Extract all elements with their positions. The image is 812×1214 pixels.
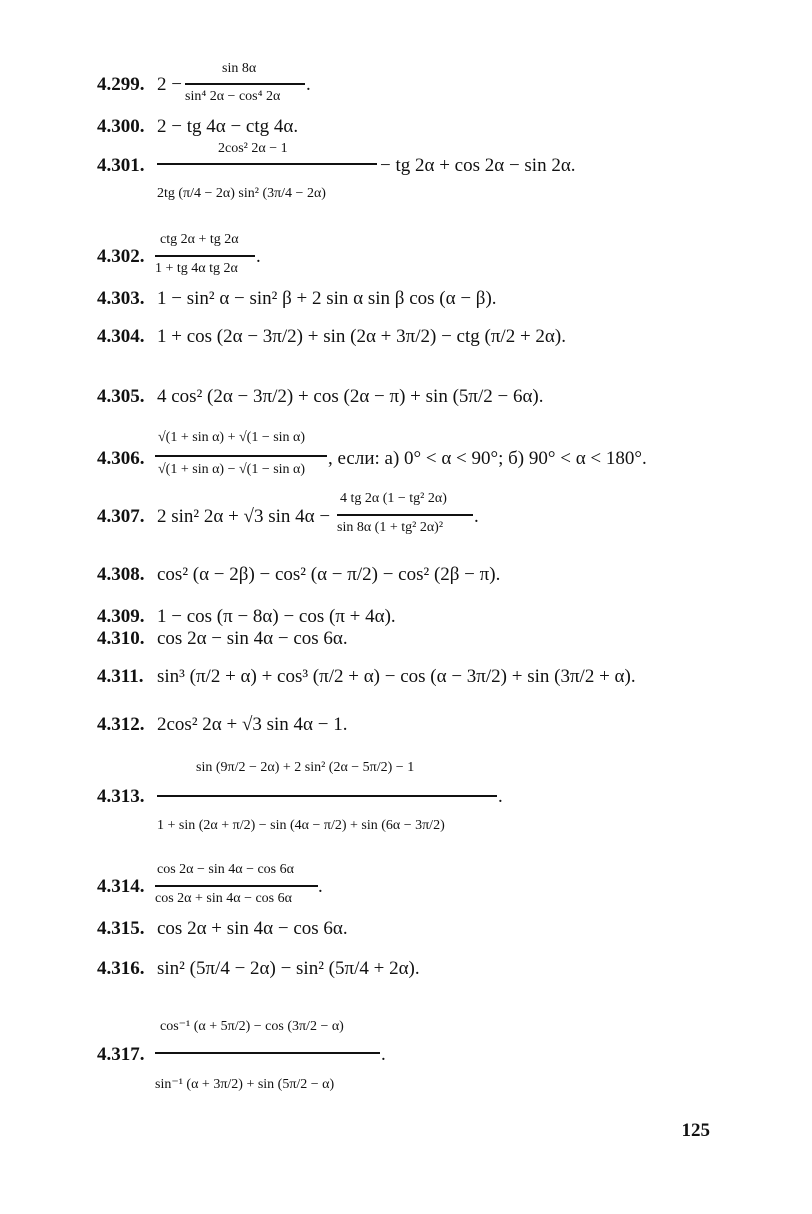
expr-text: 2 − tg 4α − ctg 4α. <box>157 116 299 137</box>
expr-text: sin² (5π/4 − 2α) − sin² (5π/4 + 2α). <box>157 958 420 979</box>
expr-end: . <box>498 786 503 807</box>
expr-text: 1 − sin² α − sin² β + 2 sin α sin β cos (α − β). <box>157 288 497 309</box>
denominator: sin⁻¹ (α + 3π/2) + sin (5π/2 − α) <box>155 1077 335 1092</box>
expr-text: cos 2α − sin 4α − cos 6α. <box>157 628 348 649</box>
denominator: √(1 + sin α) − √(1 − sin α) <box>158 462 306 477</box>
denominator: sin 8α (1 + tg² 2α)² <box>337 520 444 535</box>
fraction-bar <box>155 255 255 257</box>
problem-number: 4.312. <box>97 714 145 735</box>
expr-text: cos 2α + sin 4α − cos 6α. <box>157 918 348 939</box>
denominator: sin⁴ 2α − cos⁴ 2α <box>185 89 281 104</box>
expr-end: , если: а) 0° < α < 90°; б) 90° < α < 180°. <box>328 448 647 469</box>
numerator: sin 8α <box>222 61 257 76</box>
problem-number: 4.316. <box>97 958 145 979</box>
problem-number: 4.307. <box>97 506 145 527</box>
fraction-bar <box>155 455 327 457</box>
denominator: 1 + sin (2α + π/2) − sin (4α − π/2) + sin (6α − 3π/2) <box>157 818 445 833</box>
problem-number: 4.303. <box>97 288 145 309</box>
expr-end: . <box>318 876 323 897</box>
numerator: 4 tg 2α (1 − tg² 2α) <box>340 491 447 506</box>
fraction-bar <box>337 514 473 516</box>
expr-text: 2 sin² 2α + √3 sin 4α − <box>157 506 331 527</box>
problem-number: 4.315. <box>97 918 145 939</box>
problem-number: 4.302. <box>97 246 145 267</box>
problem-number: 4.308. <box>97 564 145 585</box>
fraction-bar <box>155 1052 380 1054</box>
expr-text: 1 + cos (2α − 3π/2) + sin (2α + 3π/2) − ctg (π/2 + 2α). <box>157 326 566 347</box>
problem-number: 4.309. <box>97 606 145 627</box>
expr-text: 1 − cos (π − 8α) − cos (π + 4α). <box>157 606 396 627</box>
fraction-bar <box>157 795 497 797</box>
problem-number: 4.313. <box>97 786 145 807</box>
expr-text: 2 − <box>157 74 182 95</box>
denominator: 2tg (π/4 − 2α) sin² (3π/4 − 2α) <box>157 186 326 201</box>
denominator: cos 2α + sin 4α − cos 6α <box>155 891 292 906</box>
problem-number: 4.311. <box>97 666 144 687</box>
problem-number: 4.314. <box>97 876 145 897</box>
fraction-bar <box>185 83 305 85</box>
numerator: cos⁻¹ (α + 5π/2) − cos (3π/2 − α) <box>160 1019 344 1034</box>
page-number: 125 <box>681 1120 710 1141</box>
expr-text: cos² (α − 2β) − cos² (α − π/2) − cos² (2β − π). <box>157 564 501 585</box>
expr-end: . <box>256 246 261 267</box>
problem-number: 4.310. <box>97 628 145 649</box>
problem-number: 4.305. <box>97 386 145 407</box>
problem-number: 4.300. <box>97 116 145 137</box>
numerator: ctg 2α + tg 2α <box>160 232 239 247</box>
numerator: cos 2α − sin 4α − cos 6α <box>157 862 294 877</box>
expr-text: sin³ (π/2 + α) + cos³ (π/2 + α) − cos (α − 3π/2) + sin (3π/2 + α). <box>157 666 636 687</box>
problem-number: 4.317. <box>97 1044 145 1065</box>
expr-end: . <box>381 1044 386 1065</box>
fraction-bar <box>157 163 377 165</box>
numerator: sin (9π/2 − 2α) + 2 sin² (2α − 5π/2) − 1 <box>196 760 415 775</box>
problem-number: 4.299. <box>97 74 145 95</box>
fraction-bar <box>155 885 318 887</box>
expr-end: − tg 2α + cos 2α − sin 2α. <box>380 155 576 176</box>
expr-end: . <box>306 74 311 95</box>
expr-text: 4 cos² (2α − 3π/2) + cos (2α − π) + sin (5π/2 − 6α). <box>157 386 544 407</box>
problem-number: 4.304. <box>97 326 145 347</box>
numerator: √(1 + sin α) + √(1 − sin α) <box>158 430 306 445</box>
problem-number: 4.301. <box>97 155 145 176</box>
numerator: 2cos² 2α − 1 <box>218 141 288 156</box>
problem-number: 4.306. <box>97 448 145 469</box>
expr-end: . <box>474 506 479 527</box>
expr-text: 2cos² 2α + √3 sin 4α − 1. <box>157 714 348 735</box>
denominator: 1 + tg 4α tg 2α <box>155 261 238 276</box>
